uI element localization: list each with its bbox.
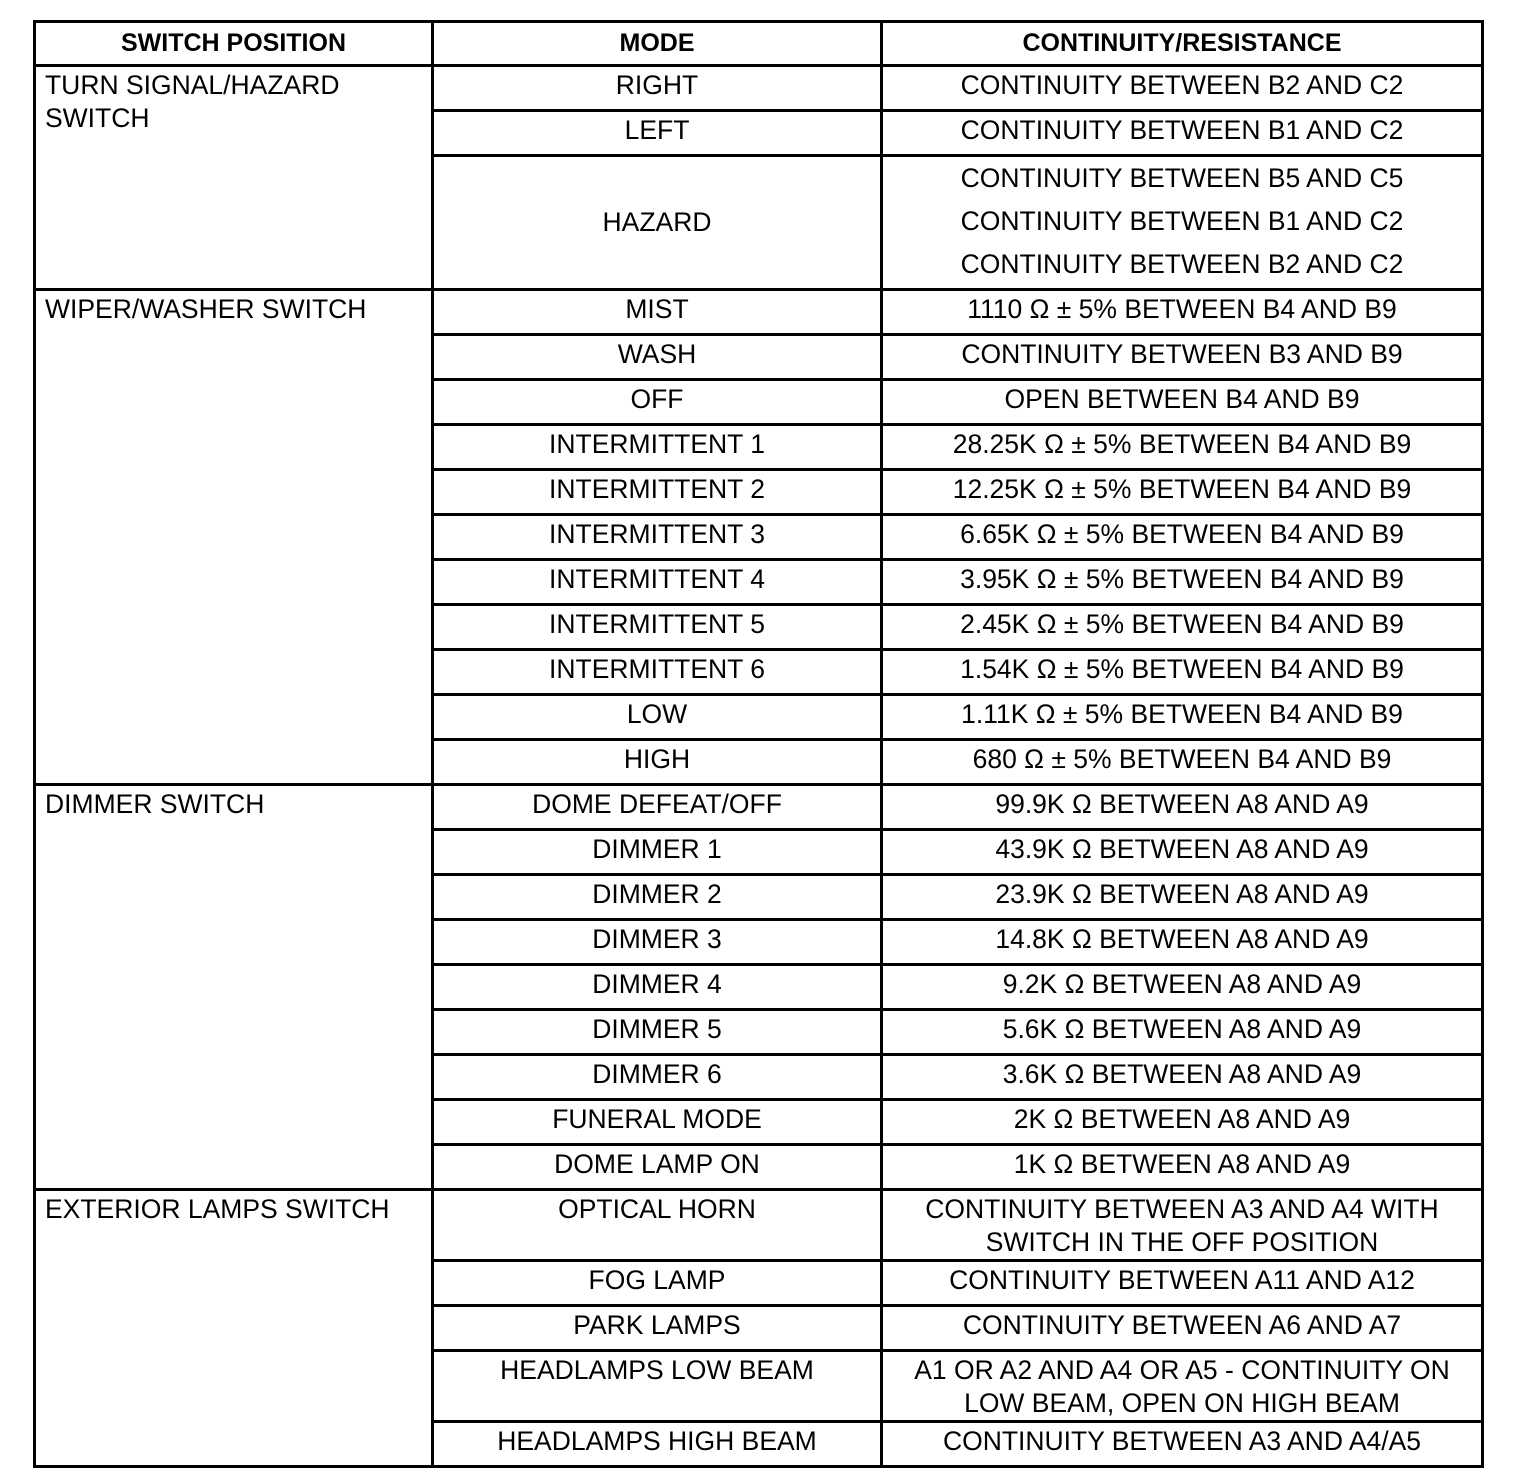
result-cell: 9.2K Ω BETWEEN A8 AND A9: [882, 965, 1483, 1010]
result-line: CONTINUITY BETWEEN B2 AND C2: [960, 249, 1404, 279]
mode-cell: MIST: [433, 290, 882, 335]
table-row: [35, 785, 1483, 830]
group-dimmer: DIMMER SWITCH: [35, 785, 433, 1190]
mode-cell: INTERMITTENT 2: [433, 470, 882, 515]
result-cell: 1.54K Ω ± 5% BETWEEN B4 AND B9: [882, 650, 1483, 695]
result-cell: CONTINUITY BETWEEN A3 AND A4 WITH SWITCH IN THE OFF POSITION: [882, 1190, 1483, 1261]
mode-cell: DIMMER 1: [433, 830, 882, 875]
group-turn-signal-hazard: TURN SIGNAL/HAZARD SWITCH: [35, 66, 433, 290]
result-cell: CONTINUITY BETWEEN B2 AND C2: [882, 66, 1483, 111]
mode-cell: DOME DEFEAT/OFF: [433, 785, 882, 830]
mode-cell: INTERMITTENT 4: [433, 560, 882, 605]
result-cell: A1 OR A2 AND A4 OR A5 - CONTINUITY ON LOW BEAM, OPEN ON HIGH BEAM: [882, 1351, 1483, 1422]
group-exterior-lamps: EXTERIOR LAMPS SWITCH: [35, 1190, 433, 1467]
result-cell: CONTINUITY BETWEEN B1 AND C2: [882, 111, 1483, 156]
result-cell: 1110 Ω ± 5% BETWEEN B4 AND B9: [882, 290, 1483, 335]
mode-cell: DIMMER 2: [433, 875, 882, 920]
table-row: [35, 1190, 1483, 1261]
result-cell: 14.8K Ω BETWEEN A8 AND A9: [882, 920, 1483, 965]
result-cell: 5.6K Ω BETWEEN A8 AND A9: [882, 1010, 1483, 1055]
result-cell: 680 Ω ± 5% BETWEEN B4 AND B9: [882, 740, 1483, 785]
mode-cell: DIMMER 3: [433, 920, 882, 965]
mode-cell: HEADLAMPS LOW BEAM: [433, 1351, 882, 1422]
mode-cell: INTERMITTENT 1: [433, 425, 882, 470]
result-cell: 3.6K Ω BETWEEN A8 AND A9: [882, 1055, 1483, 1100]
mode-cell: DIMMER 4: [433, 965, 882, 1010]
result-cell: 99.9K Ω BETWEEN A8 AND A9: [882, 785, 1483, 830]
result-cell: 1.11K Ω ± 5% BETWEEN B4 AND B9: [882, 695, 1483, 740]
result-cell: 3.95K Ω ± 5% BETWEEN B4 AND B9: [882, 560, 1483, 605]
result-line: CONTINUITY BETWEEN B5 AND C5: [960, 163, 1404, 193]
mode-cell: DIMMER 5: [433, 1010, 882, 1055]
mode-cell: INTERMITTENT 3: [433, 515, 882, 560]
mode-cell: FOG LAMP: [433, 1261, 882, 1306]
switch-test-table: [33, 20, 1484, 1468]
mode-cell: INTERMITTENT 5: [433, 605, 882, 650]
result-cell: CONTINUITY BETWEEN B3 AND B9: [882, 335, 1483, 380]
mode-cell: WASH: [433, 335, 882, 380]
result-cell: CONTINUITY BETWEEN A3 AND A4/A5: [882, 1422, 1483, 1467]
result-cell: CONTINUITY BETWEEN A6 AND A7: [882, 1306, 1483, 1351]
mode-cell: OPTICAL HORN: [433, 1190, 882, 1261]
result-cell: 2.45K Ω ± 5% BETWEEN B4 AND B9: [882, 605, 1483, 650]
mode-cell: RIGHT: [433, 66, 882, 111]
result-cell: 23.9K Ω BETWEEN A8 AND A9: [882, 875, 1483, 920]
group-wiper-washer: WIPER/WASHER SWITCH: [35, 290, 433, 785]
mode-cell: LOW: [433, 695, 882, 740]
result-cell-multi: [882, 156, 1483, 290]
result-cell: CONTINUITY BETWEEN A11 AND A12: [882, 1261, 1483, 1306]
mode-cell: HIGH: [433, 740, 882, 785]
header-mode: MODE: [433, 22, 882, 66]
result-cell: OPEN BETWEEN B4 AND B9: [882, 380, 1483, 425]
table-row: [35, 66, 1483, 111]
mode-cell: FUNERAL MODE: [433, 1100, 882, 1145]
mode-cell: PARK LAMPS: [433, 1306, 882, 1351]
result-cell: 2K Ω BETWEEN A8 AND A9: [882, 1100, 1483, 1145]
result-cell: 28.25K Ω ± 5% BETWEEN B4 AND B9: [882, 425, 1483, 470]
table-row: [35, 290, 1483, 335]
header-continuity-resistance: CONTINUITY/RESISTANCE: [882, 22, 1483, 66]
header-row: [35, 22, 1483, 66]
result-cell: 43.9K Ω BETWEEN A8 AND A9: [882, 830, 1483, 875]
mode-cell: HAZARD: [433, 156, 882, 290]
result-cell: 12.25K Ω ± 5% BETWEEN B4 AND B9: [882, 470, 1483, 515]
mode-cell: DOME LAMP ON: [433, 1145, 882, 1190]
result-line: CONTINUITY BETWEEN B1 AND C2: [960, 206, 1404, 236]
mode-cell: LEFT: [433, 111, 882, 156]
mode-cell: INTERMITTENT 6: [433, 650, 882, 695]
mode-cell: OFF: [433, 380, 882, 425]
result-cell: 1K Ω BETWEEN A8 AND A9: [882, 1145, 1483, 1190]
header-switch-position: SWITCH POSITION: [35, 22, 433, 66]
result-cell: 6.65K Ω ± 5% BETWEEN B4 AND B9: [882, 515, 1483, 560]
mode-cell: HEADLAMPS HIGH BEAM: [433, 1422, 882, 1467]
mode-cell: DIMMER 6: [433, 1055, 882, 1100]
